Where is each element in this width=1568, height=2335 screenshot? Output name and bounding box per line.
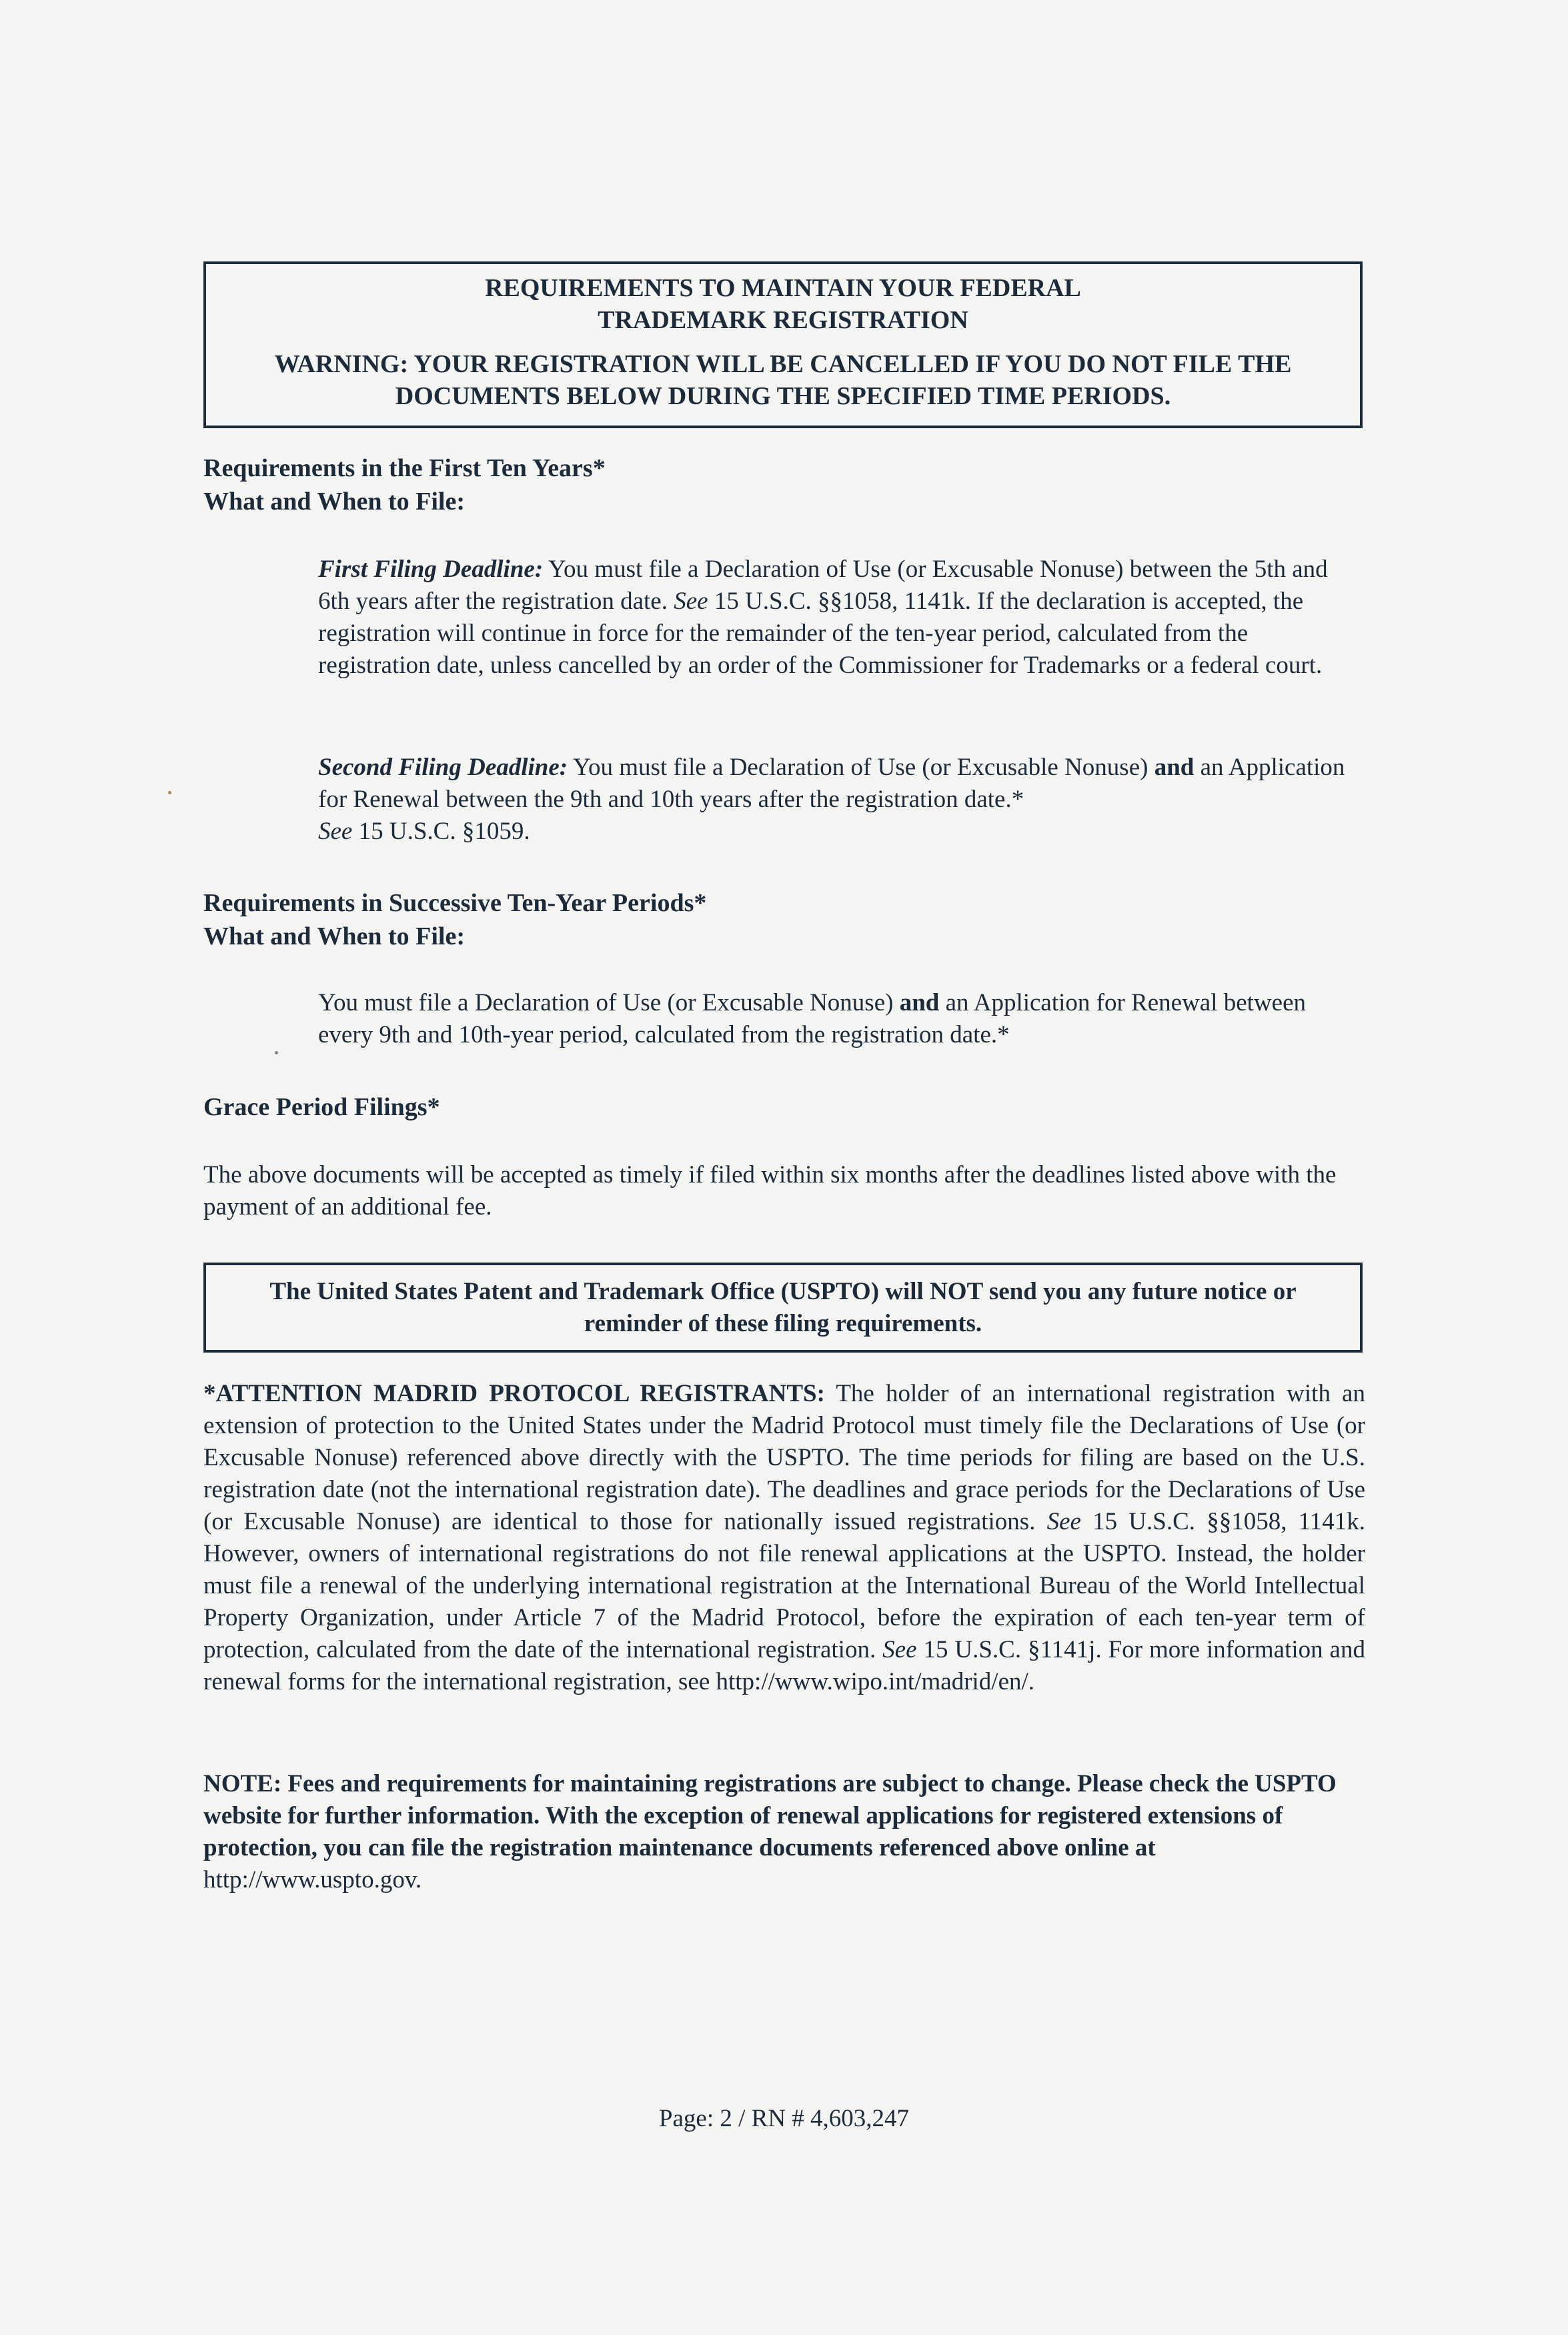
madrid-protocol-paragraph: *ATTENTION MADRID PROTOCOL REGISTRANTS: The holder of an international registration with an extension of protection to the United States under the Madrid Protocol must timely file the Declarations of Use (or Excusable Nonuse) referenced above directly with the USPTO. The time periods for filing are based on the U.S. registration date (not the international registration date). The deadlines and grace periods for the Declarations of Use (or Excusable Nonuse) are identical to those for nationally issued registrations. See 15 U.S.C. §§1058, 1141k. However, owners of international registrations do not file renewal applications at the USPTO. Instead, the holder must file a renewal of the underlying international registration at the International Bureau of the World Intellectual Property Organization, under Article 7 of the Madrid Protocol, before the expiration of each ten-year term of protection, calculated from the date of the international registration. See 15 U.S.C. §1141j. For more information and renewal forms for the international registration, see http://www.wipo.int/madrid/en/. bbox=[203, 1380, 1365, 1695]
first-filing-deadline-paragraph: First Filing Deadline: You must file a Declaration of Use (or Excusable Nonuse) between the 5th and 6th years after the registration date. See 15 U.S.C. §§1058, 1141k. If the declaration is accepted, the registration will continue in force for the remainder of the ten-year period, calculated from the registration date, unless cancelled by an order of the Commissioner for Trademarks or a federal court. bbox=[318, 556, 1328, 679]
madrid-protocol-label: *ATTENTION MADRID PROTOCOL REGISTRANTS: bbox=[203, 1380, 825, 1407]
successive-periods-paragraph: You must file a Declaration of Use (or Excusable Nonuse) and an Application for Renewal between every 9th and 10th-year period, calculated from the registration date.* bbox=[318, 989, 1307, 1048]
grace-period-heading: Grace Period Filings* bbox=[203, 1093, 440, 1121]
scan-speck bbox=[275, 1051, 278, 1054]
what-when-heading-2: What and When to File: bbox=[203, 922, 466, 950]
first-filing-deadline-label: First Filing Deadline: bbox=[318, 556, 544, 583]
requirements-notice-box bbox=[203, 261, 1363, 428]
note-paragraph: NOTE: Fees and requirements for maintaining registrations are subject to change. Please check the USPTO website for further information. With the exception of renewal applications for registered extensions of protection, you can file the registration maintenance documents referenced above online at http://www.uspto.gov. bbox=[203, 1770, 1337, 1893]
first-ten-years-heading: Requirements in the First Ten Years* bbox=[203, 454, 606, 482]
scan-speck bbox=[168, 791, 171, 794]
successive-periods-heading: Requirements in Successive Ten-Year Periods* bbox=[203, 889, 707, 917]
notice-warning: WARNING: YOUR REGISTRATION WILL BE CANCELLED IF YOU DO NOT FILE THE DOCUMENTS BELOW DURING THE SPECIFIED TIME PERIODS. bbox=[274, 350, 1292, 410]
uspto-website-link: http://www.uspto.gov. bbox=[203, 1866, 422, 1893]
notice-title: REQUIREMENTS TO MAINTAIN YOUR FEDERAL TRADEMARK REGISTRATION bbox=[485, 274, 1081, 334]
uspto-notice-box bbox=[203, 1263, 1363, 1353]
page-footer: Page: 2 / RN # 4,603,247 bbox=[658, 2105, 910, 2132]
uspto-notice-text: The United States Patent and Trademark Office (USPTO) will NOT send you any future notice or reminder of these filing requirements. bbox=[269, 1278, 1297, 1337]
second-filing-deadline-paragraph: Second Filing Deadline: You must file a Declaration of Use (or Excusable Nonuse) and an Application for Renewal between the 9th and 10th years after the registration date.* See 15 U.S.C. §1059. bbox=[318, 754, 1345, 845]
grace-period-paragraph: The above documents will be accepted as timely if filed within six months after the deadlines listed above with the payment of an additional fee. bbox=[203, 1161, 1337, 1221]
second-filing-deadline-label: Second Filing Deadline: bbox=[318, 754, 568, 781]
what-when-heading-1: What and When to File: bbox=[203, 488, 466, 516]
